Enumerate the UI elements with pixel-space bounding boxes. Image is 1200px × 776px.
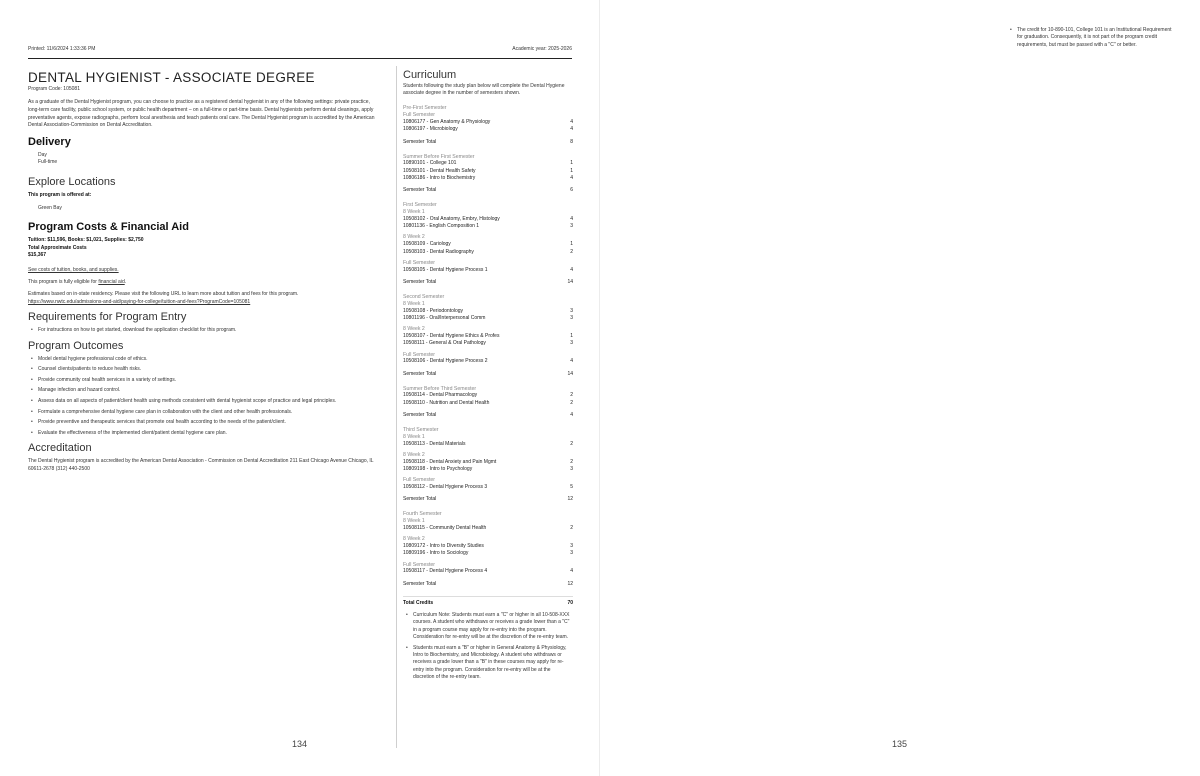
course-credits: 3 <box>570 223 573 230</box>
course-credits: 2 <box>570 392 573 399</box>
delivery-heading: Delivery <box>28 135 71 148</box>
course-title: 10508103 - Dental Radiography <box>403 248 474 255</box>
course-credits: 1 <box>570 332 573 339</box>
course-credits: 3 <box>570 307 573 314</box>
course-row <box>403 392 573 399</box>
academic-year: Academic year: 2025-2026 <box>512 46 572 52</box>
curriculum-term <box>403 386 573 419</box>
course-group-name: 8 Week 2 <box>403 234 425 241</box>
course-credits: 3 <box>570 314 573 321</box>
curriculum-column <box>403 68 573 686</box>
total-credits-row <box>403 600 573 607</box>
course-group <box>403 160 573 182</box>
continued-notes-list <box>1007 27 1172 49</box>
course-group-name: Full Semester <box>403 112 435 119</box>
course-title: 10806186 - Intro to Biochemistry <box>403 174 476 181</box>
total-costs-value: $15,367 <box>28 252 47 259</box>
program-title: DENTAL HYGIENIST - ASSOCIATE DEGREE <box>28 70 315 85</box>
course-row <box>403 550 573 557</box>
course-row <box>403 568 573 575</box>
semester-total-value: 6 <box>570 187 573 194</box>
outcome-item: • Model dental hygiene professional code of ethics. <box>28 356 376 363</box>
course-group-name: Full Semester <box>403 477 435 484</box>
requirements-heading: Requirements for Program Entry <box>28 311 187 324</box>
curriculum-note: • Curriculum Note: Students must earn a "C" or higher in all 10-508-XXX courses. A student who withdraws or receives a grade lower than a "C" in a program course may apply for re-entry into the program. Consideration for re-entry will be at the discretion of the re-entry team. <box>403 612 573 642</box>
course-title: 10508112 - Dental Hygiene Process 3 <box>403 484 488 491</box>
course-row <box>403 358 573 365</box>
outcome-item: • Provide preventive and therapeutic services that promote oral health according to the needs of the patient/client. <box>28 419 376 426</box>
course-row <box>403 543 573 550</box>
course-credits: 2 <box>570 248 573 255</box>
course-group-name: 8 Week 2 <box>403 536 425 543</box>
semester-total-label: Semester Total <box>403 187 437 194</box>
delivery-item: Full-time <box>38 159 58 166</box>
location-name: Green Bay <box>38 205 62 211</box>
term-name: Third Semester <box>403 427 439 434</box>
course-group-name: 8 Week 1 <box>403 433 425 440</box>
see-costs-link[interactable]: See costs of tuition, books, and supplies. <box>28 266 119 273</box>
course-group-name: Full Semester <box>403 351 435 358</box>
costs-heading: Program Costs & Financial Aid <box>28 221 189 234</box>
semester-total-label: Semester Total <box>403 580 437 587</box>
course-group <box>403 234 573 255</box>
outcome-item: • Counsel clients/patients to reduce health risks. <box>28 366 376 373</box>
course-title: 10508101 - Dental Health Safety <box>403 167 476 174</box>
course-group-name: 8 Week 1 <box>403 518 425 525</box>
course-row <box>403 168 573 175</box>
course-row <box>403 241 573 248</box>
printed-timestamp: Printed: 11/6/2024 1:33:36 PM <box>28 46 96 52</box>
semester-total-row <box>403 279 573 286</box>
curriculum-heading: Curriculum <box>403 69 457 81</box>
course-title: 10806197 - Microbiology <box>403 126 458 133</box>
curriculum-term <box>403 202 573 286</box>
delivery-list <box>28 152 376 167</box>
program-main-column <box>28 68 376 478</box>
semester-total-value: 14 <box>567 370 573 377</box>
curriculum-term <box>403 294 573 378</box>
course-title: 10508102 - Oral Anatomy, Embry, Histology <box>403 215 500 222</box>
accreditation-heading: Accreditation <box>28 442 92 455</box>
total-credits-divider <box>403 596 573 597</box>
course-credits: 4 <box>570 266 573 273</box>
semester-total-row <box>403 371 573 378</box>
curriculum-note: • Students must earn a "B" or higher in General Anatomy & Physiology, Intro to Biochemistry, and Microbiology. A student who withdraws or receives a grade lower than a "B" in these courses may apply for re-entry into the program. Consideration for re-entry will be at the discretion of the re-entry team. <box>403 645 573 682</box>
semester-total-row <box>403 187 573 194</box>
header-divider <box>28 58 572 59</box>
semester-total-label: Semester Total <box>403 496 437 503</box>
semester-total-label: Semester Total <box>403 138 437 145</box>
outcome-item: • Evaluate the effectiveness of the implemented client/patient dental hygiene care plan. <box>28 430 376 437</box>
semester-total-value: 4 <box>570 412 573 419</box>
course-row <box>403 340 573 347</box>
course-group-name: Full Semester <box>403 561 435 568</box>
course-credits: 4 <box>570 215 573 222</box>
semester-total-value: 8 <box>570 138 573 145</box>
course-row <box>403 400 573 407</box>
course-credits: 4 <box>570 174 573 181</box>
financial-aid-prefix: This program is fully eligible for <box>28 279 99 286</box>
semester-total-row <box>403 581 573 588</box>
term-name: Fourth Semester <box>403 511 442 518</box>
course-title: 10508107 - Dental Hygiene Ethics & Profes <box>403 332 500 339</box>
semester-total-value: 12 <box>567 496 573 503</box>
course-title: 10508111 - General & Oral Pathology <box>403 340 486 347</box>
course-title: 10508109 - Cariology <box>403 241 451 248</box>
course-group <box>403 392 573 407</box>
college-101-note: • The credit for 10-890-101, College 101 is an Institutional Requirement for graduation. Consequently, it is not part of the program credit requirements, but must be passed with a "C" or better. <box>1007 27 1172 49</box>
course-row <box>403 126 573 133</box>
course-group <box>403 260 573 274</box>
financial-aid-line <box>28 279 376 286</box>
curriculum-term <box>403 511 573 587</box>
course-credits: 2 <box>570 458 573 465</box>
course-group-name: 8 Week 1 <box>403 300 425 307</box>
course-row <box>403 249 573 256</box>
outcome-item: • Manage infection and hazard control. <box>28 387 376 394</box>
course-row <box>403 459 573 466</box>
requirements-list <box>28 327 376 334</box>
tuition-line: Tuition: $11,596, Books: $1,021, Supplies: $2,750 <box>28 237 144 244</box>
course-group-name: Full Semester <box>403 259 435 266</box>
course-title: 10809172 - Intro to Diversity Studies <box>403 543 484 550</box>
course-group <box>403 326 573 347</box>
course-credits: 1 <box>570 160 573 167</box>
course-title: 10508106 - Dental Hygiene Process 2 <box>403 358 488 365</box>
semester-total-row <box>403 496 573 503</box>
course-title: 10508113 - Dental Materials <box>403 440 466 447</box>
semester-total-row <box>403 412 573 419</box>
semester-total-label: Semester Total <box>403 412 437 419</box>
column-divider <box>396 66 397 748</box>
course-title: 10801136 - English Composition 1 <box>403 223 480 230</box>
total-costs-label: Total Approximate Costs <box>28 244 87 251</box>
total-credits-value: 70 <box>567 599 573 606</box>
course-group <box>403 209 573 230</box>
outcome-item: • Formulate a comprehensive dental hygiene care plan in collaboration with the client and other health professionals. <box>28 409 376 416</box>
course-credits: 1 <box>570 167 573 174</box>
course-title: 10508108 - Periodontology <box>403 307 464 314</box>
course-row <box>403 525 573 532</box>
outcome-item: • Provide community oral health services in a variety of settings. <box>28 377 376 384</box>
offered-at-label: This program is offered at: <box>28 191 92 198</box>
estimates-text: Estimates based on in-state residency. Please visit the following URL to learn more about tuition and fees for this program. <box>28 291 299 298</box>
course-title: 10508114 - Dental Pharmacology <box>403 392 478 399</box>
course-title: 10806177 - Gen Anatomy & Physiology <box>403 119 491 125</box>
course-row <box>403 223 573 230</box>
term-name: First Semester <box>403 202 437 209</box>
term-name: Pre-First Semester <box>403 105 447 112</box>
course-group <box>403 112 573 133</box>
financial-aid-suffix: . <box>124 279 127 286</box>
delivery-item: Day <box>38 151 47 158</box>
course-row <box>403 315 573 322</box>
course-credits: 4 <box>570 568 573 575</box>
course-group-name: 8 Week 1 <box>403 209 425 216</box>
requirement-item: • For instructions on how to get started, download the application checklist for this program. <box>28 327 376 334</box>
course-row <box>403 308 573 315</box>
curriculum-terms <box>403 105 573 587</box>
semester-total-row <box>403 139 573 146</box>
course-group <box>403 434 573 448</box>
accreditation-text: The Dental Hygienist program is accredited by the American Dental Association - Commission on Dental Accreditation 211 East Chicago Avenue Chicago, IL 60611-2678 (312) 440-2500 <box>28 458 374 472</box>
course-credits: 3 <box>570 340 573 347</box>
outcome-item: • Assess data on all aspects of patient/client health using methods consistent with dental hygienist scope of practice and legal principles. <box>28 398 376 405</box>
curriculum-notes <box>403 612 573 682</box>
course-row <box>403 160 573 167</box>
course-credits: 3 <box>570 550 573 557</box>
financial-aid-link[interactable]: financial aid <box>98 279 125 286</box>
course-row <box>403 484 573 491</box>
course-row <box>403 441 573 448</box>
total-credits-label: Total Credits <box>403 599 434 606</box>
course-row <box>403 333 573 340</box>
course-title: 10508110 - Nutrition and Dental Health <box>403 399 490 406</box>
course-credits: 4 <box>570 358 573 365</box>
curriculum-intro: Students following the study plan below will complete the Dental Hygiene associate degree in the number of semesters shown. <box>403 83 565 97</box>
course-credits: 3 <box>570 466 573 472</box>
page-number: 134 <box>292 739 308 749</box>
term-name: Second Semester <box>403 293 445 300</box>
course-group-name: 8 Week 2 <box>403 326 425 333</box>
course-title: 10508118 - Dental Anxiety and Pain Mgmt <box>403 458 497 465</box>
outcomes-heading: Program Outcomes <box>28 339 124 352</box>
course-credits: 4 <box>570 126 573 133</box>
curriculum-term <box>403 154 573 195</box>
program-description: As a graduate of the Dental Hygienist program, you can choose to practice as a registered dental hygienist in any of the following settings: private practice, long-term care facility, public school system, or public health department – on a full-time or part-time basis. Dental hygienists perform dental cleanings, apply preventative agents, expose radiographs, perform local anesthesia and teach patients oral care. The Dental Hygienist program is accredited by the American Dental Association-Commission on Dental Accreditation. <box>28 99 375 129</box>
course-title: 10801196 - Oral/Interpersonal Comm <box>403 314 486 321</box>
program-code: Program Code: 105081 <box>28 86 80 92</box>
term-name: Summer Before Third Semester <box>403 385 477 392</box>
course-credits: 2 <box>570 440 573 447</box>
semester-total-value: 14 <box>567 278 573 285</box>
course-row <box>403 216 573 223</box>
course-group <box>403 518 573 532</box>
course-row <box>403 119 573 126</box>
course-title: 10809196 - Intro to Sociology <box>403 550 469 557</box>
continued-notes <box>1007 27 1172 53</box>
course-group <box>403 477 573 491</box>
semester-total-value: 12 <box>567 580 573 587</box>
curriculum-term <box>403 427 573 503</box>
course-credits: 2 <box>570 524 573 531</box>
course-title: 10508105 - Dental Hygiene Process 1 <box>403 266 488 273</box>
course-title: 10508115 - Community Dental Health <box>403 524 487 531</box>
curriculum-term <box>403 105 573 145</box>
course-group <box>403 452 573 473</box>
course-credits: 5 <box>570 484 573 491</box>
course-row <box>403 267 573 274</box>
course-row <box>403 466 573 473</box>
term-name: Summer Before First Semester <box>403 153 475 160</box>
course-group <box>403 301 573 322</box>
catalog-page-right <box>600 0 1200 776</box>
course-row <box>403 175 573 182</box>
semester-total-label: Semester Total <box>403 370 437 377</box>
course-title: 10890101 - College 101 <box>403 160 457 167</box>
course-group <box>403 536 573 557</box>
course-credits: 4 <box>570 119 573 125</box>
course-group <box>403 562 573 576</box>
course-group <box>403 352 573 366</box>
semester-total-label: Semester Total <box>403 278 437 285</box>
course-group-name: 8 Week 2 <box>403 451 425 458</box>
tuition-fees-url[interactable]: https://www.nwtc.edu/admissions-and-aid/paying-for-college/tuition-and-fees?ProgramCode=105081 <box>28 298 251 305</box>
course-title: 10809198 - Intro to Psychology <box>403 466 473 472</box>
course-credits: 3 <box>570 543 573 550</box>
locations-heading: Explore Locations <box>28 175 116 188</box>
outcomes-list <box>28 356 376 438</box>
course-title: 10508117 - Dental Hygiene Process 4 <box>403 568 488 575</box>
page-number: 135 <box>892 739 908 749</box>
course-credits: 2 <box>570 399 573 406</box>
course-credits: 1 <box>570 241 573 248</box>
